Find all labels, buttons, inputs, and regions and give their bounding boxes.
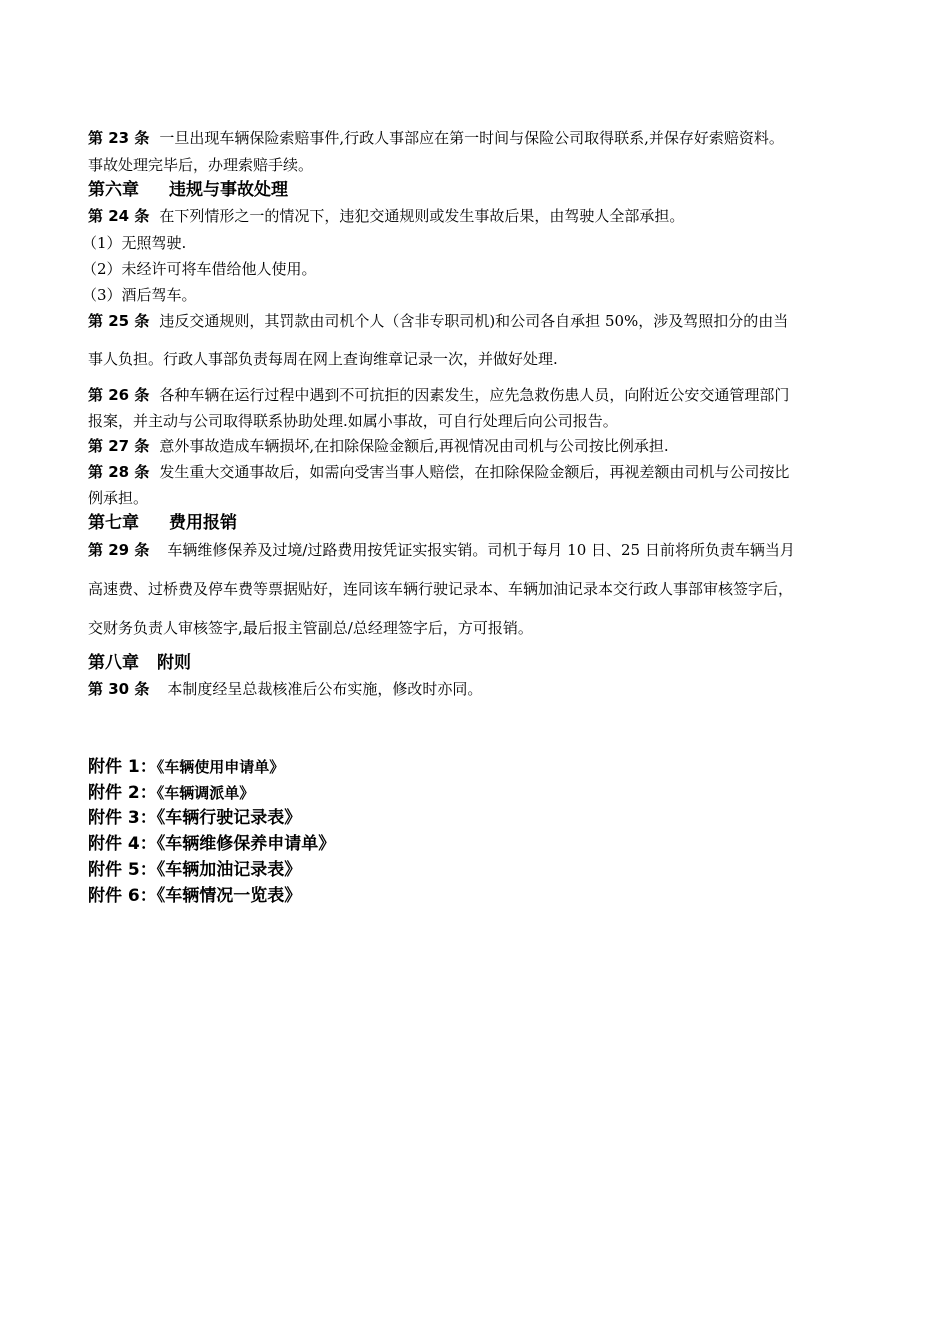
article-text: 本制度经呈总裁核准后公布实施，修改时亦同。 xyxy=(167,680,483,698)
article-29 xyxy=(88,540,795,560)
article-24 xyxy=(88,206,684,226)
article-label: 第 23 条 xyxy=(88,129,150,147)
article-label: 第 28 条 xyxy=(88,463,150,481)
article-text: 事故处理完毕后，办理索赔手续。 xyxy=(88,156,314,174)
chapter-number: 第七章 xyxy=(88,513,139,533)
attachment-title: 《车辆行驶记录表》 xyxy=(156,808,302,828)
list-item: （2）未经许可将车借给他人使用。 xyxy=(82,260,317,278)
attachment-label: 附件 5： xyxy=(88,860,157,880)
attachment-title: 《车辆情况一览表》 xyxy=(156,886,302,906)
article-24-item-3 xyxy=(82,285,197,305)
article-text: 车辆维修保养及过境/过路费用按凭证实报实销。司机于每月 10 日、25 日前将所负责车辆当月 xyxy=(167,541,795,559)
article-text: 违反交通规则，其罚款由司机个人（含非专职司机)和公司各自承担 50%，涉及驾照扣分的由当 xyxy=(159,312,789,330)
article-25-cont xyxy=(88,349,558,369)
attachment-1 xyxy=(88,757,284,777)
article-26 xyxy=(88,385,789,405)
chapter-title: 附则 xyxy=(157,653,191,673)
chapter-title: 违规与事故处理 xyxy=(169,180,288,200)
attachment-title: 《车辆加油记录表》 xyxy=(156,860,302,880)
article-label: 第 25 条 xyxy=(88,312,150,330)
article-29-cont-1 xyxy=(88,579,793,599)
chapter-number: 第六章 xyxy=(88,180,139,200)
attachment-4 xyxy=(88,834,335,854)
attachment-label: 附件 3： xyxy=(88,808,157,828)
article-text: 各种车辆在运行过程中遇到不可抗拒的因素发生，应先急救伤患人员，向附近公安交通管理部门 xyxy=(159,386,790,404)
article-24-item-2 xyxy=(82,259,317,279)
attachment-title: 《车辆维修保养申请单》 xyxy=(156,834,336,854)
article-text: 一旦出现车辆保险索赔事件,行政人事部应在第一时间与保险公司取得联系,并保存好索赔资料。 xyxy=(159,129,784,147)
article-28-cont xyxy=(88,488,148,508)
article-30 xyxy=(88,679,482,699)
article-23 xyxy=(88,128,784,148)
list-item: （1）无照驾驶. xyxy=(82,234,187,252)
article-label: 第 30 条 xyxy=(88,680,150,698)
attachment-label: 附件 2： xyxy=(88,783,157,803)
article-text: 在下列情形之一的情况下，违犯交通规则或发生事故后果，由驾驶人全部承担。 xyxy=(159,207,685,225)
article-text: 意外事故造成车辆损坏,在扣除保险金额后,再视情况由司机与公司按比例承担. xyxy=(159,437,669,455)
chapter-title: 费用报销 xyxy=(169,513,237,533)
chapter-7-heading xyxy=(88,513,237,533)
chapter-number: 第八章 xyxy=(88,653,139,673)
article-text: 交财务负责人审核签字,最后报主管副总/总经理签字后，方可报销。 xyxy=(88,619,533,637)
article-label: 第 24 条 xyxy=(88,207,150,225)
article-label: 第 26 条 xyxy=(88,386,150,404)
attachment-label: 附件 6： xyxy=(88,886,157,906)
article-label: 第 27 条 xyxy=(88,437,150,455)
article-23-cont xyxy=(88,155,313,175)
list-item: （3）酒后驾车。 xyxy=(82,286,197,304)
attachment-2 xyxy=(88,783,254,803)
attachment-5 xyxy=(88,860,301,880)
chapter-6-heading xyxy=(88,180,288,200)
attachment-title: 《车辆使用申请单》 xyxy=(156,758,285,776)
article-29-cont-2 xyxy=(88,618,533,638)
article-text: 例承担。 xyxy=(88,489,149,507)
article-24-item-1 xyxy=(82,233,186,253)
article-text: 事人负担。行政人事部负责每周在网上查询维章记录一次，并做好处理. xyxy=(88,350,558,368)
article-27 xyxy=(88,436,669,456)
chapter-8-heading xyxy=(88,653,191,673)
attachment-title: 《车辆调派单》 xyxy=(156,784,255,802)
attachment-6 xyxy=(88,886,301,906)
article-text: 发生重大交通事故后，如需向受害当事人赔偿，在扣除保险金额后，再视差额由司机与公司按比 xyxy=(159,463,790,481)
article-25 xyxy=(88,311,788,331)
attachment-label: 附件 4： xyxy=(88,834,157,854)
attachment-3 xyxy=(88,808,301,828)
article-text: 报案，并主动与公司取得联系协助处理.如属小事故，可自行处理后向公司报告。 xyxy=(88,412,618,430)
article-text: 高速费、过桥费及停车费等票据贴好，连同该车辆行驶记录本、车辆加油记录本交行政人事部审核签字后， xyxy=(88,580,794,598)
article-26-cont xyxy=(88,411,618,431)
article-label: 第 29 条 xyxy=(88,541,150,559)
attachment-label: 附件 1： xyxy=(88,757,157,777)
article-28 xyxy=(88,462,789,482)
